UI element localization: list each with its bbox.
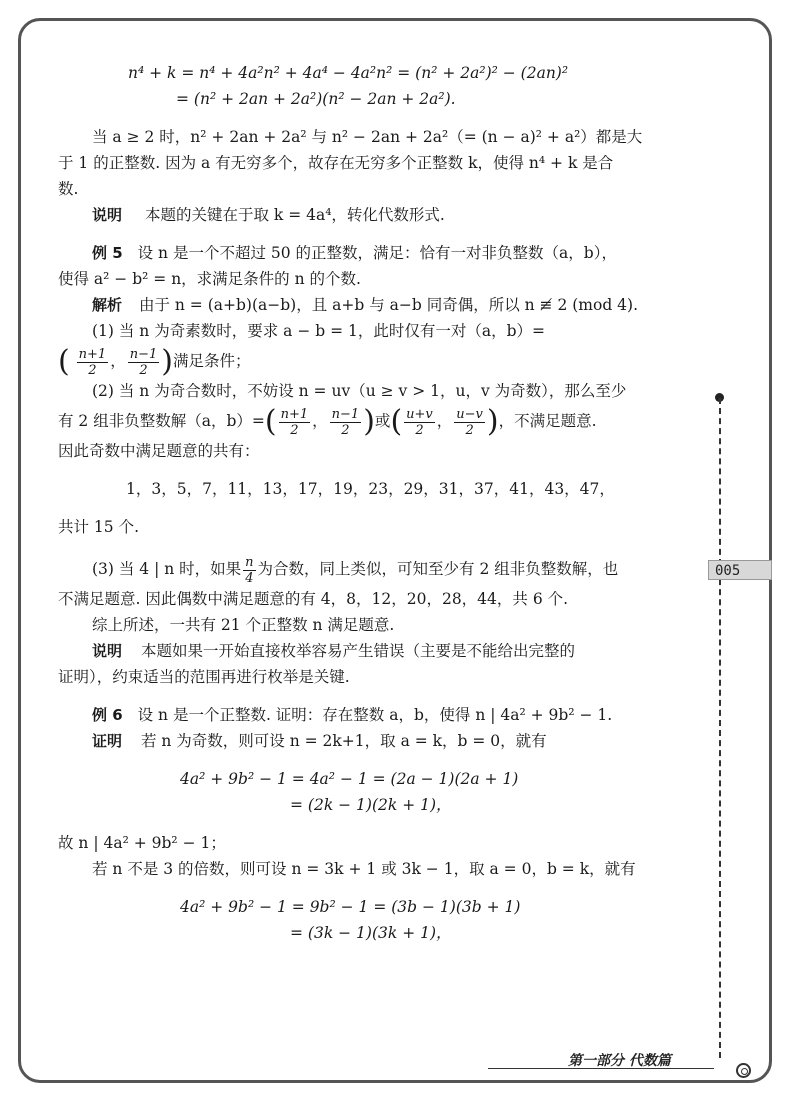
paragraph-line: 数. <box>58 180 79 198</box>
example-heading <box>58 240 678 266</box>
case-line: (2) 当 n 为奇合数时，不妨设 n = uv（u ≥ v > 1，u，v 为奇数），那么至少 <box>92 382 627 400</box>
paragraph-line: 故 n | 4a² + 9b² − 1； <box>58 834 226 852</box>
paragraph-line: 因此奇数中满足题意的共有： <box>58 442 260 460</box>
paragraph-line: 证明），约束适当的范围再进行枚举是关键. <box>58 668 350 686</box>
equation-line: = (n² + 2an + 2a²)(n² − 2an + 2a²). <box>176 90 456 108</box>
case-line: (1) 当 n 为奇素数时，要求 a − b = 1，此时仅有一对（a，b）= <box>92 322 546 340</box>
footer-rule <box>488 1068 714 1069</box>
case-line: ( $\frac{n+1}{2}$ ， $\frac{n-1}{2}$ )满足条件； <box>58 344 251 379</box>
equation-line: 4a² + 9b² − 1 = 4a² − 1 = (2a − 1)(2a + 1) <box>180 770 519 788</box>
proof-text: 若 n 为奇数，则可设 n = 2k+1，取 a = k，b = 0，就有 <box>140 732 547 750</box>
solution-line <box>58 292 678 318</box>
paragraph-line: 综上所述，一共有 21 个正整数 n 满足题意. <box>92 616 395 634</box>
paragraph-line: 不满足题意. 因此偶数中满足题意的有 4，8，12，20，28，44，共 6 个. <box>58 590 569 608</box>
case-line: (3) 当 4 | n 时，如果 $\frac{n}{4}$ 为合数，同上类似，可知至少有 2 组非负整数解，也 <box>92 554 619 586</box>
proof-label: 证明 <box>92 732 123 750</box>
solution-text: 由于 n = (a+b)(a−b)，且 a+b 与 a−b 同奇偶，所以 n ≢ 2 (mod 4). <box>138 296 639 314</box>
note-line <box>58 638 678 664</box>
fraction: $\frac{u-v}{2}$ <box>456 406 483 438</box>
equation-line: = (3k − 1)(3k + 1)， <box>290 924 452 942</box>
paragraph-line: 若 n 不是 3 的倍数，则可设 n = 3k + 1 或 3k − 1，取 a = 0，b = k，就有 <box>92 860 636 878</box>
solution-label: 解析 <box>92 296 123 314</box>
example-label: 例 6 <box>92 706 123 724</box>
example-text: 设 n 是一个不超过 50 的正整数，满足：恰有一对非负整数（a，b）， <box>137 244 617 262</box>
circle-ornament-icon <box>736 1063 751 1078</box>
note-label: 说明 <box>92 206 123 224</box>
fraction: $\frac{u+v}{2}$ <box>406 406 433 438</box>
example-heading <box>58 702 678 728</box>
case-line: 有 2 组非负整数解（a，b）=( $\frac{n+1}{2}$ ， $\frac{n-1}{2}$ )或( $\frac{u+v}{2}$ ， $\frac{u-v}{2}$ )，不满足题意. <box>58 404 597 439</box>
paragraph-line: 使得 a² − b² = n，求满足条件的 n 的个数. <box>58 270 361 288</box>
paragraph-line: 共计 15 个. <box>58 518 140 536</box>
fraction: $\frac{n+1}{2}$ <box>78 346 107 378</box>
proof-line <box>58 728 678 754</box>
fraction: $\frac{n+1}{2}$ <box>280 406 309 438</box>
note-line <box>58 202 678 228</box>
fraction: $\frac{n-1}{2}$ <box>331 406 360 438</box>
example-text: 设 n 是一个正整数. 证明：存在整数 a，b，使得 n | 4a² + 9b² − 1. <box>137 706 613 724</box>
note-text: 本题如果一开始直接枚举容易产生错误（主要是不能给出完整的 <box>140 642 575 660</box>
page-body <box>58 60 678 946</box>
fraction: $\frac{n}{4}$ <box>245 554 254 586</box>
example-label: 例 5 <box>92 244 123 262</box>
fraction: $\frac{n-1}{2}$ <box>129 346 158 378</box>
running-footer: 第一部分 代数篇 <box>568 1053 671 1069</box>
number-list: 1，3，5，7，11，13，17，19，23，29，31，37，41，43，47， <box>126 480 615 498</box>
paragraph-line: 于 1 的正整数. 因为 a 有无穷多个，故存在无穷多个正整数 k，使得 n⁴ + k 是合 <box>58 154 614 172</box>
margin-dashed-line <box>719 398 721 1058</box>
note-text: 本题的关键在于取 k = 4a⁴，转化代数形式. <box>144 206 445 224</box>
page-number-tab: 005 <box>708 560 772 580</box>
equation-line: = (2k − 1)(2k + 1)， <box>290 796 452 814</box>
paragraph-line: 当 a ≥ 2 时，n² + 2an + 2a² 与 n² − 2an + 2a²（= (n − a)² + a²）都是大 <box>92 128 643 146</box>
equation-line: n⁴ + k = n⁴ + 4a²n² + 4a⁴ − 4a²n² = (n² + 2a²)² − (2an)² <box>128 64 569 82</box>
note-label: 说明 <box>92 642 123 660</box>
equation-line: 4a² + 9b² − 1 = 9b² − 1 = (3b − 1)(3b + 1) <box>180 898 521 916</box>
